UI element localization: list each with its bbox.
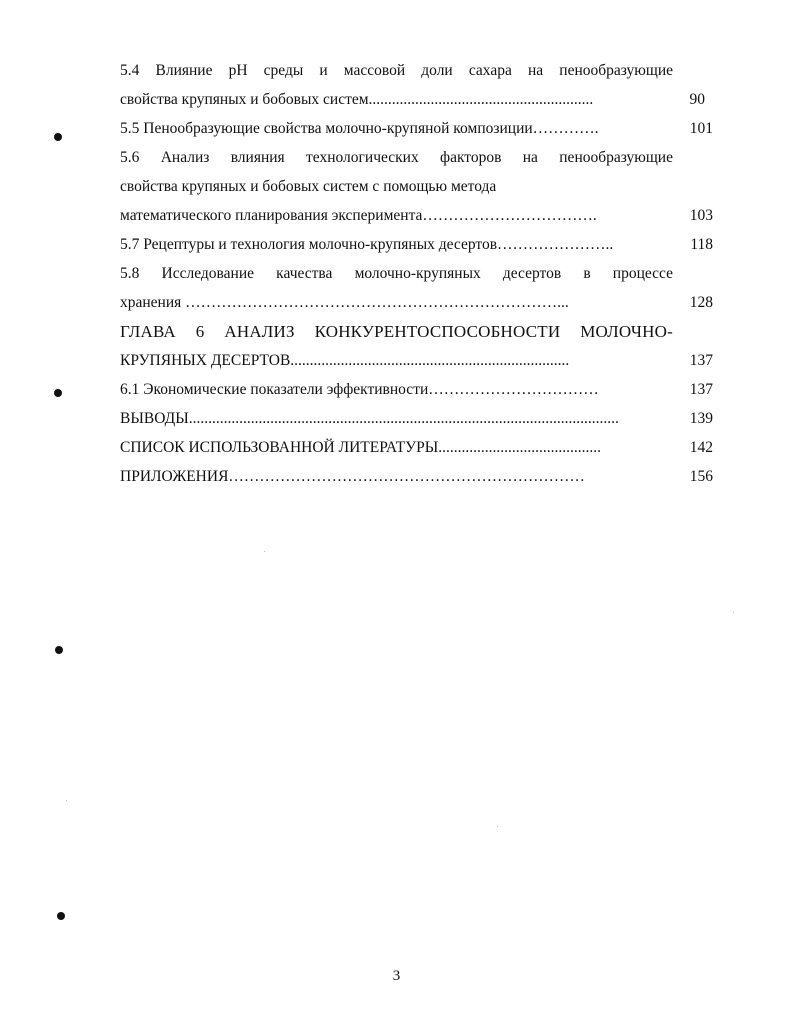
toc-entry-text: свойства крупяных и бобовых систем.......................................................... xyxy=(120,91,594,108)
toc-line xyxy=(120,462,715,491)
binding-hole-mark xyxy=(54,389,62,397)
toc-entry xyxy=(120,259,715,317)
toc-page-number: 101 xyxy=(689,120,713,137)
toc-entry-text: 5.4 Влияние pH среды и массовой доли сахара на пенообразующие xyxy=(120,62,673,79)
binding-hole-mark xyxy=(54,133,62,141)
toc-entry-text: 5.7 Рецептуры и технология молочно-крупяных десертов………………….. xyxy=(120,236,614,253)
toc-entry-text: ПРИЛОЖЕНИЯ…………………………………………………………… xyxy=(120,468,585,485)
toc-entry xyxy=(120,114,715,143)
scan-speck xyxy=(66,800,67,801)
scan-speck xyxy=(264,551,265,552)
toc-entry-text: ВЫВОДЫ............................................................................................................... xyxy=(120,410,619,427)
toc-entry xyxy=(120,143,715,230)
toc-page-number: 103 xyxy=(689,207,713,224)
toc-entry xyxy=(120,462,715,491)
toc-entry-text: 6.1 Экономические показатели эффективности…………………………… xyxy=(120,381,599,398)
toc-line xyxy=(120,317,715,346)
toc-entry xyxy=(120,230,715,259)
toc-entry-text: математического планирования эксперимента……………………………. xyxy=(120,207,597,224)
toc-page-number: 128 xyxy=(689,294,713,311)
toc-page-number: 118 xyxy=(690,236,713,253)
toc-line xyxy=(120,56,715,85)
toc-entry xyxy=(120,56,715,114)
toc-line xyxy=(120,201,715,230)
toc-entry xyxy=(120,317,715,375)
toc-page-number: 142 xyxy=(689,439,713,456)
toc-line xyxy=(120,433,715,462)
toc-page-number: 137 xyxy=(689,352,713,369)
scan-speck xyxy=(733,612,734,613)
toc-line xyxy=(120,259,715,288)
toc-line xyxy=(120,375,715,404)
toc-entry-text: 5.8 Исследование качества молочно-крупяных десертов в процессе xyxy=(120,265,673,282)
toc-page-number: 156 xyxy=(689,468,713,485)
binding-hole-mark xyxy=(55,646,63,654)
toc-line xyxy=(120,172,715,201)
toc-line xyxy=(120,404,715,433)
toc-page-number: 137 xyxy=(689,381,713,398)
toc-page-number: 139 xyxy=(689,410,713,427)
toc-entry xyxy=(120,404,715,433)
toc-entry xyxy=(120,433,715,462)
toc-entry-text: хранения ………………………………………………………………... xyxy=(120,294,569,311)
toc-line xyxy=(120,230,715,259)
toc-entry-text: свойства крупяных и бобовых систем с помощью метода xyxy=(120,178,497,195)
toc-entry-text: ГЛАВА 6 АНАЛИЗ КОНКУРЕНТОСПОСОБНОСТИ МОЛОЧНО- xyxy=(120,322,673,341)
toc-line xyxy=(120,85,715,114)
toc-entry-text: 5.6 Анализ влияния технологических факторов на пенообразующие xyxy=(120,149,673,166)
toc-line xyxy=(120,143,715,172)
scan-speck xyxy=(497,826,498,827)
toc-line xyxy=(120,114,715,143)
binding-hole-mark xyxy=(57,912,65,920)
table-of-contents xyxy=(120,56,715,491)
toc-line xyxy=(120,346,715,375)
toc-entry-text: КРУПЯНЫХ ДЕСЕРТОВ........................................................................ xyxy=(120,352,570,369)
toc-entry-text: 5.5 Пенообразующие свойства молочно-крупяной композиции…………. xyxy=(120,120,599,137)
toc-line xyxy=(120,288,715,317)
toc-entry xyxy=(120,375,715,404)
toc-entry-text: СПИСОК ИСПОЛЬЗОВАННОЙ ЛИТЕРАТУРЫ.......................................... xyxy=(120,439,602,456)
page-number: 3 xyxy=(392,968,401,984)
toc-page-number: 90 xyxy=(689,91,705,108)
